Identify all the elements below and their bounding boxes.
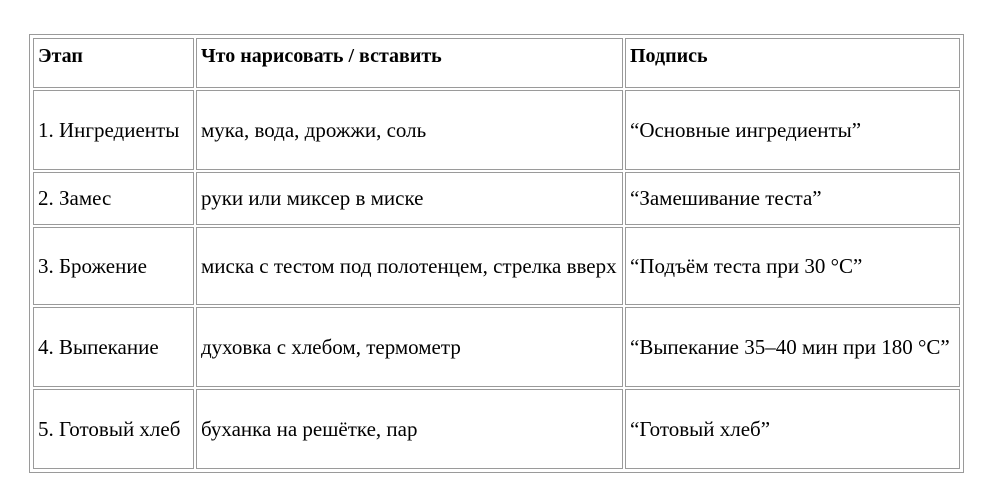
table-row bbox=[33, 90, 960, 170]
cell-what-to-draw: мука, вода, дрожжи, соль bbox=[196, 90, 623, 170]
steps-table-frame bbox=[29, 34, 964, 473]
header-what-to-draw: Что нарисовать / вставить bbox=[196, 38, 623, 88]
cell-stage: 3. Брожение bbox=[33, 227, 194, 305]
cell-what-to-draw: буханка на решётке, пар bbox=[196, 389, 623, 469]
table-row bbox=[33, 307, 960, 387]
cell-caption: “Выпекание 35–40 мин при 180 °C” bbox=[625, 307, 960, 387]
cell-stage: 5. Готовый хлеб bbox=[33, 389, 194, 469]
cell-caption: “Замешивание теста” bbox=[625, 172, 960, 225]
cell-what-to-draw: духовка с хлебом, термометр bbox=[196, 307, 623, 387]
cell-what-to-draw: руки или миксер в миске bbox=[196, 172, 623, 225]
table-header-row bbox=[33, 38, 960, 88]
cell-stage: 4. Выпекание bbox=[33, 307, 194, 387]
cell-stage: 1. Ингредиенты bbox=[33, 90, 194, 170]
cell-caption: “Основные ингредиенты” bbox=[625, 90, 960, 170]
cell-caption: “Подъём теста при 30 °C” bbox=[625, 227, 960, 305]
cell-what-to-draw: миска с тестом под полотенцем, стрелка вверх bbox=[196, 227, 623, 305]
header-caption: Подпись bbox=[625, 38, 960, 88]
header-stage: Этап bbox=[33, 38, 194, 88]
table-row bbox=[33, 227, 960, 305]
cell-caption: “Готовый хлеб” bbox=[625, 389, 960, 469]
steps-table bbox=[31, 36, 962, 471]
cell-stage: 2. Замес bbox=[33, 172, 194, 225]
table-row bbox=[33, 389, 960, 469]
table-row bbox=[33, 172, 960, 225]
